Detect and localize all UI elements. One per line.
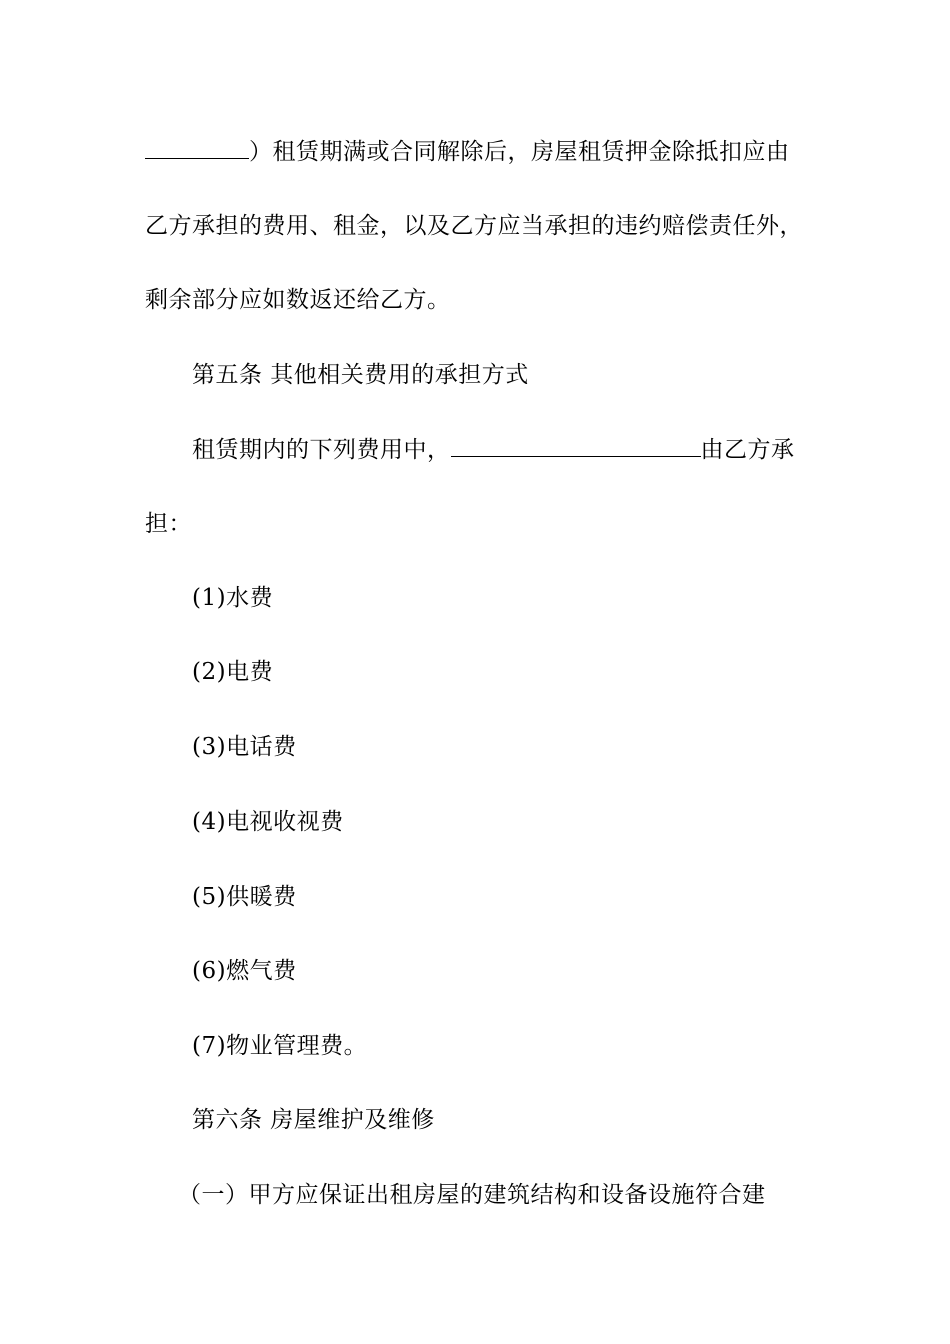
- list-item: [192, 658, 273, 686]
- blank-field: [145, 140, 249, 159]
- heading-text: 第五条 其他相关费用的承担方式: [192, 362, 529, 388]
- paragraph-line-fees-intro-end: [145, 510, 192, 538]
- list-item: [192, 1032, 367, 1060]
- list-item: [192, 733, 297, 761]
- list-item-text: (4)电视收视费: [192, 809, 344, 835]
- line-text-after: 由乙方承: [700, 437, 795, 463]
- paragraph-line-maintenance: [178, 1181, 818, 1209]
- list-item: [192, 808, 344, 836]
- paragraph-line-fees-intro: [192, 436, 812, 464]
- list-item: [192, 883, 297, 911]
- line-text: 担：: [145, 511, 192, 537]
- list-item-text: (5)供暖费: [192, 884, 297, 910]
- paragraph-line-deposit-return: [145, 138, 805, 166]
- paragraph-line-deposit-remainder: [145, 286, 451, 314]
- blank-field: [451, 438, 701, 457]
- list-item: [192, 957, 297, 985]
- heading-text: 第六条 房屋维护及维修: [192, 1107, 435, 1133]
- line-text: ）租赁期满或合同解除后，房屋租赁押金除抵扣应由: [249, 139, 790, 165]
- article-6-heading: [192, 1106, 435, 1134]
- list-item-text: (6)燃气费: [192, 958, 297, 984]
- list-item-text: (1)水费: [192, 585, 274, 611]
- line-text-before: 租赁期内的下列费用中，: [192, 437, 451, 463]
- list-item-text: (7)物业管理费。: [192, 1033, 368, 1059]
- line-text: 乙方承担的费用、租金，以及乙方应当承担的违约赔偿责任外，: [145, 213, 803, 239]
- list-item-text: (2)电费: [192, 659, 274, 685]
- article-5-heading: [192, 361, 529, 389]
- paragraph-line-deposit-deductions: [145, 212, 825, 240]
- line-text: 剩余部分应如数返还给乙方。: [145, 287, 451, 313]
- line-text: （一）甲方应保证出租房屋的建筑结构和设备设施符合建: [178, 1182, 766, 1208]
- list-item: [192, 584, 273, 612]
- list-item-text: (3)电话费: [192, 734, 297, 760]
